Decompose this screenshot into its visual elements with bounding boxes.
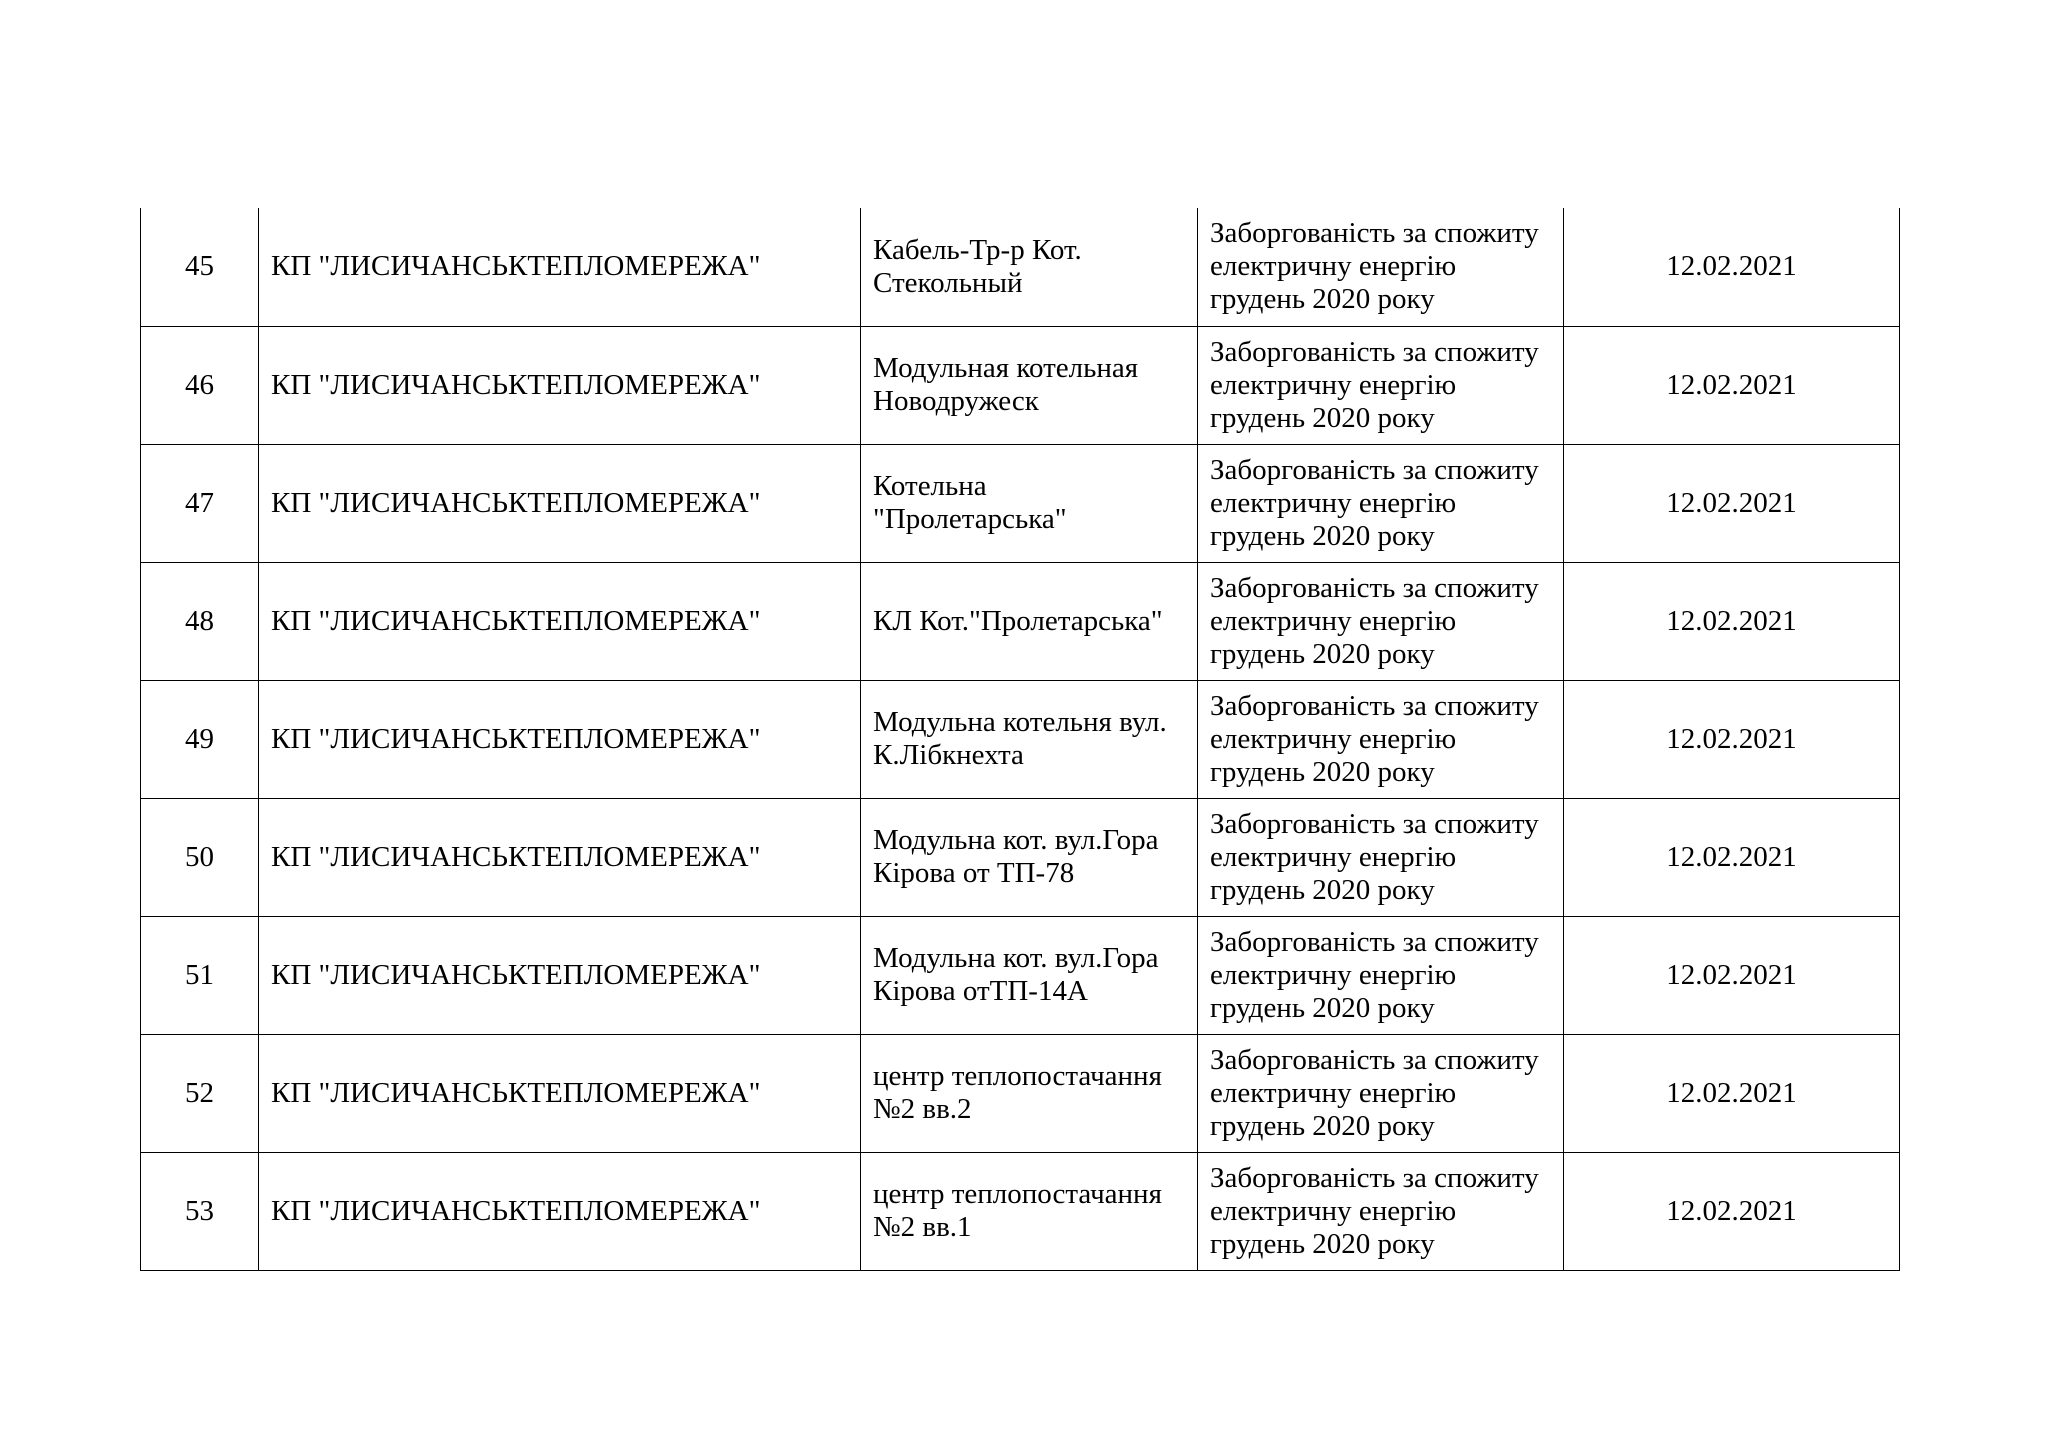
- reason-text: Заборгованість за спожиту електричну енергію грудень 2020 року: [1210, 453, 1539, 552]
- object-cell: [861, 326, 1198, 444]
- date-text: 12.02.2021: [1666, 486, 1797, 519]
- date-text: 12.02.2021: [1666, 840, 1797, 873]
- row-number-cell: [141, 916, 259, 1034]
- organization-text: КП "ЛИСИЧАНСЬКТЕПЛОМЕРЕЖА": [271, 368, 761, 401]
- date-text: 12.02.2021: [1666, 604, 1797, 637]
- table-row: [141, 1152, 1900, 1270]
- organization-text: КП "ЛИСИЧАНСЬКТЕПЛОМЕРЕЖА": [271, 250, 761, 283]
- row-number-text: 53: [185, 1194, 214, 1227]
- reason-text: Заборгованість за спожиту електричну енергію грудень 2020 року: [1210, 807, 1539, 906]
- reason-cell: [1198, 1152, 1564, 1270]
- object-text: Модульна кот. вул.Гора Кірова от ТП-78: [873, 824, 1159, 889]
- object-cell: [861, 208, 1198, 326]
- organization-text: КП "ЛИСИЧАНСЬКТЕПЛОМЕРЕЖА": [271, 1076, 761, 1109]
- table-row: [141, 1034, 1900, 1152]
- row-number-text: 45: [185, 250, 214, 283]
- table-row: [141, 562, 1900, 680]
- row-number-cell: [141, 562, 259, 680]
- date-cell: [1564, 444, 1900, 562]
- organization-cell: [259, 916, 861, 1034]
- date-cell: [1564, 562, 1900, 680]
- row-number-cell: [141, 326, 259, 444]
- date-cell: [1564, 1152, 1900, 1270]
- row-number-text: 47: [185, 486, 214, 519]
- reason-cell: [1198, 444, 1564, 562]
- object-cell: [861, 1034, 1198, 1152]
- object-text: центр теплопостачання №2 вв.2: [873, 1060, 1162, 1125]
- organization-cell: [259, 798, 861, 916]
- row-number-text: 50: [185, 840, 214, 873]
- reason-cell: [1198, 680, 1564, 798]
- organization-cell: [259, 326, 861, 444]
- organization-cell: [259, 562, 861, 680]
- reason-text: Заборгованість за спожиту електричну енергію грудень 2020 року: [1210, 571, 1539, 670]
- object-cell: [861, 1152, 1198, 1270]
- date-cell: [1564, 1034, 1900, 1152]
- object-text: Модульная котельная Новодружеск: [873, 352, 1139, 417]
- table-row: [141, 326, 1900, 444]
- debt-table: [140, 208, 1900, 1271]
- organization-text: КП "ЛИСИЧАНСЬКТЕПЛОМЕРЕЖА": [271, 840, 761, 873]
- row-number-cell: [141, 1152, 259, 1270]
- date-text: 12.02.2021: [1666, 368, 1797, 401]
- organization-cell: [259, 1034, 861, 1152]
- table-row: [141, 798, 1900, 916]
- table-row: [141, 916, 1900, 1034]
- reason-cell: [1198, 916, 1564, 1034]
- row-number-cell: [141, 798, 259, 916]
- object-cell: [861, 444, 1198, 562]
- reason-cell: [1198, 1034, 1564, 1152]
- object-text: КЛ Кот."Пролетарська": [873, 604, 1163, 637]
- row-number-cell: [141, 444, 259, 562]
- reason-text: Заборгованість за спожиту електричну енергію грудень 2020 року: [1210, 1043, 1539, 1142]
- reason-text: Заборгованість за спожиту електричну енергію грудень 2020 року: [1210, 217, 1539, 316]
- row-number-cell: [141, 208, 259, 326]
- object-cell: [861, 680, 1198, 798]
- date-cell: [1564, 208, 1900, 326]
- object-text: Кабель-Тр-р Кот. Стекольный: [873, 233, 1082, 299]
- date-text: 12.02.2021: [1666, 250, 1797, 283]
- reason-text: Заборгованість за спожиту електричну енергію грудень 2020 року: [1210, 335, 1539, 434]
- reason-cell: [1198, 562, 1564, 680]
- row-number-text: 46: [185, 368, 214, 401]
- object-cell: [861, 916, 1198, 1034]
- date-text: 12.02.2021: [1666, 722, 1797, 755]
- object-cell: [861, 562, 1198, 680]
- row-number-text: 49: [185, 722, 214, 755]
- organization-cell: [259, 208, 861, 326]
- organization-text: КП "ЛИСИЧАНСЬКТЕПЛОМЕРЕЖА": [271, 958, 761, 991]
- date-text: 12.02.2021: [1666, 1194, 1797, 1227]
- row-number-cell: [141, 1034, 259, 1152]
- table-body: [141, 208, 1900, 1270]
- row-number-text: 48: [185, 604, 214, 637]
- reason-text: Заборгованість за спожиту електричну енергію грудень 2020 року: [1210, 925, 1539, 1024]
- reason-text: Заборгованість за спожиту електричну енергію грудень 2020 року: [1210, 689, 1539, 788]
- organization-cell: [259, 1152, 861, 1270]
- row-number-cell: [141, 680, 259, 798]
- reason-text: Заборгованість за спожиту електричну енергію грудень 2020 року: [1210, 1161, 1539, 1260]
- object-cell: [861, 798, 1198, 916]
- date-cell: [1564, 916, 1900, 1034]
- date-text: 12.02.2021: [1666, 1076, 1797, 1109]
- date-cell: [1564, 680, 1900, 798]
- table-row: [141, 444, 1900, 562]
- row-number-text: 51: [185, 958, 214, 991]
- object-text: Модульна котельня вул. К.Лібкнехта: [873, 706, 1167, 771]
- organization-text: КП "ЛИСИЧАНСЬКТЕПЛОМЕРЕЖА": [271, 604, 761, 637]
- table-row: [141, 680, 1900, 798]
- organization-cell: [259, 444, 861, 562]
- organization-text: КП "ЛИСИЧАНСЬКТЕПЛОМЕРЕЖА": [271, 1194, 761, 1227]
- date-cell: [1564, 798, 1900, 916]
- row-number-text: 52: [185, 1076, 214, 1109]
- object-text: Модульна кот. вул.Гора Кірова отТП-14А: [873, 942, 1159, 1007]
- reason-cell: [1198, 208, 1564, 326]
- table-row: [141, 208, 1900, 326]
- object-text: Котельна "Пролетарська": [873, 470, 1067, 535]
- object-text: центр теплопостачання №2 вв.1: [873, 1178, 1162, 1243]
- organization-text: КП "ЛИСИЧАНСЬКТЕПЛОМЕРЕЖА": [271, 486, 761, 519]
- reason-cell: [1198, 798, 1564, 916]
- reason-cell: [1198, 326, 1564, 444]
- date-text: 12.02.2021: [1666, 958, 1797, 991]
- organization-cell: [259, 680, 861, 798]
- organization-text: КП "ЛИСИЧАНСЬКТЕПЛОМЕРЕЖА": [271, 722, 761, 755]
- date-cell: [1564, 326, 1900, 444]
